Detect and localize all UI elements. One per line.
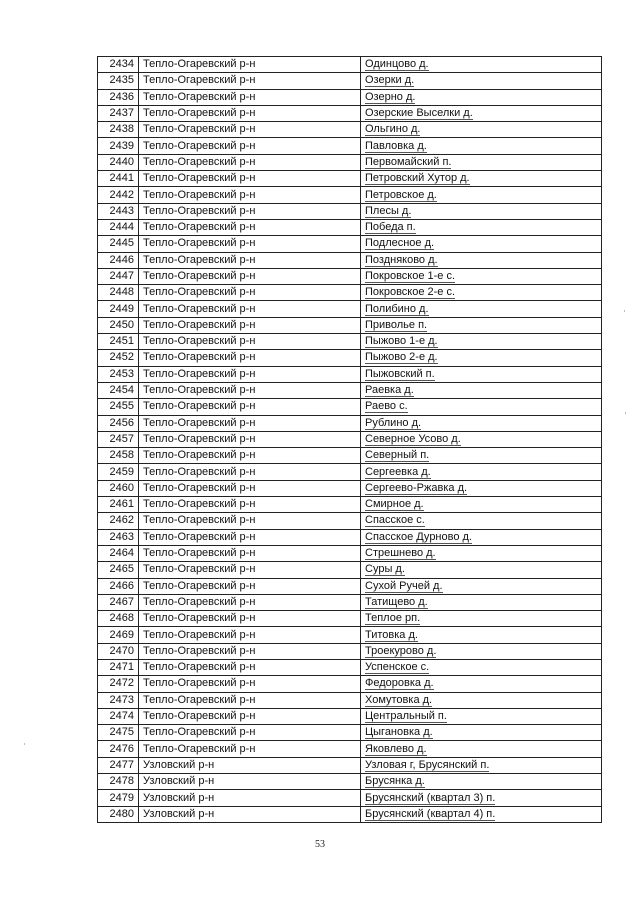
table-row — [98, 317, 602, 333]
locality-name: Хомутовка д. — [365, 693, 433, 706]
table-row — [98, 154, 602, 170]
table-row — [98, 725, 602, 741]
locality-cell — [361, 105, 602, 121]
locality-name: Плесы д. — [365, 204, 412, 217]
district-cell: Тепло-Огаревский р-н — [139, 219, 361, 235]
district-cell: Тепло-Огаревский р-н — [139, 529, 361, 545]
row-number-cell: 2471 — [98, 659, 139, 675]
table-row — [98, 334, 602, 350]
locality-name: Татищево д. — [365, 595, 428, 608]
district-cell: Тепло-Огаревский р-н — [139, 431, 361, 447]
district-cell: Тепло-Огаревский р-н — [139, 611, 361, 627]
locality-name: Озерно д. — [365, 90, 416, 103]
locality-cell — [361, 154, 602, 170]
locality-name: Подлесное д. — [365, 237, 435, 250]
district-cell: Тепло-Огаревский р-н — [139, 464, 361, 480]
table-row — [98, 236, 602, 252]
district-cell: Тепло-Огаревский р-н — [139, 725, 361, 741]
locality-name: Пыжово 2-е д. — [365, 351, 438, 364]
table-row — [98, 73, 602, 89]
table-row — [98, 350, 602, 366]
district-cell: Тепло-Огаревский р-н — [139, 334, 361, 350]
row-number-cell: 2457 — [98, 431, 139, 447]
table-row — [98, 497, 602, 513]
table-row — [98, 692, 602, 708]
locality-name: Поздняково д. — [365, 253, 438, 266]
scan-artifact — [24, 743, 25, 745]
scan-artifact — [624, 310, 625, 312]
row-number-cell: 2480 — [98, 806, 139, 822]
row-number-cell: 2448 — [98, 285, 139, 301]
locality-name: Брусянка д. — [365, 775, 425, 788]
locality-cell — [361, 757, 602, 773]
district-cell: Тепло-Огаревский р-н — [139, 122, 361, 138]
locality-cell — [361, 448, 602, 464]
table-row — [98, 741, 602, 757]
row-number-cell: 2461 — [98, 497, 139, 513]
locality-cell — [361, 350, 602, 366]
locality-name: Озерки д. — [365, 74, 415, 87]
table-row — [98, 480, 602, 496]
district-cell: Узловский р-н — [139, 806, 361, 822]
district-cell: Узловский р-н — [139, 757, 361, 773]
row-number-cell: 2454 — [98, 382, 139, 398]
district-cell: Тепло-Огаревский р-н — [139, 366, 361, 382]
locality-cell — [361, 57, 602, 73]
row-number-cell: 2469 — [98, 627, 139, 643]
locality-name: Узловая г, Брусянский п. — [365, 758, 490, 771]
row-number-cell: 2468 — [98, 611, 139, 627]
row-number-cell: 2444 — [98, 219, 139, 235]
locality-cell — [361, 725, 602, 741]
locality-name: Петровский Хутор д. — [365, 172, 470, 185]
row-number-cell: 2441 — [98, 171, 139, 187]
row-number-cell: 2443 — [98, 203, 139, 219]
locality-cell — [361, 806, 602, 822]
row-number-cell: 2474 — [98, 708, 139, 724]
locality-name: Северный п. — [365, 449, 430, 462]
district-cell: Тепло-Огаревский р-н — [139, 578, 361, 594]
table-row — [98, 774, 602, 790]
locality-cell — [361, 171, 602, 187]
locality-name: Покровское 2-е с. — [365, 286, 456, 299]
locality-cell — [361, 203, 602, 219]
scan-artifact — [625, 412, 626, 414]
locality-name: Яковлево д. — [365, 742, 427, 755]
table-row — [98, 219, 602, 235]
locality-name: Северное Усово д. — [365, 432, 461, 445]
row-number-cell: 2453 — [98, 366, 139, 382]
district-cell: Тепло-Огаревский р-н — [139, 643, 361, 659]
district-cell: Тепло-Огаревский р-н — [139, 448, 361, 464]
row-number-cell: 2442 — [98, 187, 139, 203]
row-number-cell: 2464 — [98, 545, 139, 561]
table-row — [98, 57, 602, 73]
locality-cell — [361, 187, 602, 203]
locality-cell — [361, 659, 602, 675]
table-row — [98, 627, 602, 643]
district-cell: Тепло-Огаревский р-н — [139, 562, 361, 578]
locality-cell — [361, 89, 602, 105]
locality-cell — [361, 334, 602, 350]
locality-cell — [361, 774, 602, 790]
row-number-cell: 2449 — [98, 301, 139, 317]
locality-cell — [361, 676, 602, 692]
locality-name: Центральный п. — [365, 710, 447, 723]
locality-name: Стрешнево д. — [365, 547, 436, 560]
locality-cell — [361, 790, 602, 806]
table-body — [98, 57, 602, 823]
locality-cell — [361, 594, 602, 610]
district-cell: Тепло-Огаревский р-н — [139, 73, 361, 89]
locality-name: Цыгановка д. — [365, 726, 433, 739]
row-number-cell: 2434 — [98, 57, 139, 73]
district-cell: Тепло-Огаревский р-н — [139, 187, 361, 203]
locality-cell — [361, 480, 602, 496]
locality-name: Спасское с. — [365, 514, 425, 527]
row-number-cell: 2440 — [98, 154, 139, 170]
district-cell: Тепло-Огаревский р-н — [139, 89, 361, 105]
table-row — [98, 659, 602, 675]
table-row — [98, 187, 602, 203]
locality-cell — [361, 497, 602, 513]
locality-cell — [361, 399, 602, 415]
row-number-cell: 2477 — [98, 757, 139, 773]
district-cell: Тепло-Огаревский р-н — [139, 268, 361, 284]
locality-cell — [361, 73, 602, 89]
row-number-cell: 2452 — [98, 350, 139, 366]
table-row — [98, 676, 602, 692]
row-number-cell: 2472 — [98, 676, 139, 692]
district-cell: Тепло-Огаревский р-н — [139, 497, 361, 513]
table-row — [98, 790, 602, 806]
district-cell: Узловский р-н — [139, 774, 361, 790]
locality-name: Суры д. — [365, 563, 405, 576]
table-row — [98, 594, 602, 610]
locality-cell — [361, 219, 602, 235]
district-cell: Тепло-Огаревский р-н — [139, 382, 361, 398]
table-row — [98, 545, 602, 561]
district-cell: Тепло-Огаревский р-н — [139, 545, 361, 561]
table-row — [98, 578, 602, 594]
district-cell: Тепло-Огаревский р-н — [139, 171, 361, 187]
district-cell: Тепло-Огаревский р-н — [139, 317, 361, 333]
table-row — [98, 252, 602, 268]
district-cell: Тепло-Огаревский р-н — [139, 676, 361, 692]
row-number-cell: 2436 — [98, 89, 139, 105]
locality-cell — [361, 317, 602, 333]
locality-name: Раевка д. — [365, 384, 414, 397]
locality-cell — [361, 138, 602, 154]
row-number-cell: 2470 — [98, 643, 139, 659]
locality-cell — [361, 382, 602, 398]
table-row — [98, 122, 602, 138]
locality-name: Сергеево-Ржавка д. — [365, 481, 468, 494]
locality-cell — [361, 692, 602, 708]
locality-cell — [361, 562, 602, 578]
district-cell: Тепло-Огаревский р-н — [139, 105, 361, 121]
locality-name: Озерские Выселки д. — [365, 107, 473, 120]
locality-cell — [361, 252, 602, 268]
table-row — [98, 448, 602, 464]
table-row — [98, 806, 602, 822]
locality-cell — [361, 285, 602, 301]
locality-name: Брусянский (квартал 4) п. — [365, 807, 496, 820]
district-cell: Тепло-Огаревский р-н — [139, 692, 361, 708]
row-number-cell: 2438 — [98, 122, 139, 138]
row-number-cell: 2473 — [98, 692, 139, 708]
locality-cell — [361, 741, 602, 757]
table-row — [98, 431, 602, 447]
locality-name: Титовка д. — [365, 628, 418, 641]
table-row — [98, 268, 602, 284]
district-cell: Тепло-Огаревский р-н — [139, 236, 361, 252]
table-row — [98, 399, 602, 415]
table-row — [98, 301, 602, 317]
district-cell: Тепло-Огаревский р-н — [139, 741, 361, 757]
table-row — [98, 757, 602, 773]
locality-cell — [361, 236, 602, 252]
locality-cell — [361, 708, 602, 724]
locality-name: Первомайский п. — [365, 155, 452, 168]
row-number-cell: 2479 — [98, 790, 139, 806]
row-number-cell: 2439 — [98, 138, 139, 154]
settlements-table — [97, 56, 602, 823]
table-row — [98, 105, 602, 121]
locality-cell — [361, 301, 602, 317]
district-cell: Тепло-Огаревский р-н — [139, 154, 361, 170]
district-cell: Тепло-Огаревский р-н — [139, 627, 361, 643]
locality-name: Павловка д. — [365, 139, 427, 152]
table-row — [98, 285, 602, 301]
row-number-cell: 2466 — [98, 578, 139, 594]
locality-cell — [361, 578, 602, 594]
table-row — [98, 171, 602, 187]
table-row — [98, 382, 602, 398]
district-cell: Тепло-Огаревский р-н — [139, 350, 361, 366]
locality-name: Федоровка д. — [365, 677, 434, 690]
locality-cell — [361, 122, 602, 138]
district-cell: Тепло-Огаревский р-н — [139, 513, 361, 529]
locality-cell — [361, 366, 602, 382]
table-row — [98, 366, 602, 382]
table-row — [98, 138, 602, 154]
table-row — [98, 513, 602, 529]
row-number-cell: 2476 — [98, 741, 139, 757]
locality-name: Пыжово 1-е д. — [365, 335, 438, 348]
locality-cell — [361, 643, 602, 659]
district-cell: Тепло-Огаревский р-н — [139, 301, 361, 317]
row-number-cell: 2451 — [98, 334, 139, 350]
row-number-cell: 2467 — [98, 594, 139, 610]
row-number-cell: 2458 — [98, 448, 139, 464]
locality-name: Ольгино д. — [365, 123, 421, 136]
district-cell: Тепло-Огаревский р-н — [139, 708, 361, 724]
district-cell: Тепло-Огаревский р-н — [139, 203, 361, 219]
district-cell: Тепло-Огаревский р-н — [139, 138, 361, 154]
locality-name: Рублино д. — [365, 416, 422, 429]
table-row — [98, 611, 602, 627]
locality-name: Сухой Ручей д. — [365, 579, 443, 592]
row-number-cell: 2478 — [98, 774, 139, 790]
locality-cell — [361, 513, 602, 529]
locality-cell — [361, 545, 602, 561]
locality-name: Троекурово д. — [365, 644, 437, 657]
locality-cell — [361, 464, 602, 480]
district-cell: Тепло-Огаревский р-н — [139, 285, 361, 301]
locality-name: Одинцово д. — [365, 58, 429, 71]
locality-name: Полибино д. — [365, 302, 429, 315]
locality-cell — [361, 268, 602, 284]
locality-name: Смирное д. — [365, 498, 424, 511]
district-cell: Узловский р-н — [139, 790, 361, 806]
row-number-cell: 2445 — [98, 236, 139, 252]
row-number-cell: 2437 — [98, 105, 139, 121]
table-row — [98, 89, 602, 105]
locality-name: Брусянский (квартал 3) п. — [365, 791, 496, 804]
locality-name: Спасское Дурново д. — [365, 530, 472, 543]
table-row — [98, 415, 602, 431]
district-cell: Тепло-Огаревский р-н — [139, 594, 361, 610]
locality-name: Петровское д. — [365, 188, 437, 201]
locality-cell — [361, 431, 602, 447]
row-number-cell: 2456 — [98, 415, 139, 431]
locality-cell — [361, 627, 602, 643]
locality-cell — [361, 611, 602, 627]
locality-name: Победа п. — [365, 221, 416, 234]
row-number-cell: 2462 — [98, 513, 139, 529]
district-cell: Тепло-Огаревский р-н — [139, 252, 361, 268]
table-row — [98, 203, 602, 219]
locality-cell — [361, 415, 602, 431]
row-number-cell: 2465 — [98, 562, 139, 578]
row-number-cell: 2446 — [98, 252, 139, 268]
locality-name: Успенское с. — [365, 661, 430, 674]
district-cell: Тепло-Огаревский р-н — [139, 57, 361, 73]
locality-name: Раево с. — [365, 400, 408, 413]
locality-cell — [361, 529, 602, 545]
row-number-cell: 2460 — [98, 480, 139, 496]
table-row — [98, 464, 602, 480]
table-row — [98, 562, 602, 578]
row-number-cell: 2450 — [98, 317, 139, 333]
district-cell: Тепло-Огаревский р-н — [139, 659, 361, 675]
row-number-cell: 2455 — [98, 399, 139, 415]
row-number-cell: 2475 — [98, 725, 139, 741]
row-number-cell: 2463 — [98, 529, 139, 545]
locality-name: Приволье п. — [365, 318, 428, 331]
district-cell: Тепло-Огаревский р-н — [139, 415, 361, 431]
table-row — [98, 708, 602, 724]
row-number-cell: 2435 — [98, 73, 139, 89]
locality-name: Пыжовский п. — [365, 367, 435, 380]
table-row — [98, 529, 602, 545]
locality-name: Покровское 1-е с. — [365, 270, 456, 282]
district-cell: Тепло-Огаревский р-н — [139, 480, 361, 496]
row-number-cell: 2459 — [98, 464, 139, 480]
table-row — [98, 643, 602, 659]
locality-name: Теплое рп. — [365, 612, 421, 625]
page-number: 53 — [315, 839, 325, 850]
locality-name: Сергеевка д. — [365, 465, 431, 478]
row-number-cell: 2447 — [98, 268, 139, 284]
district-cell: Тепло-Огаревский р-н — [139, 399, 361, 415]
